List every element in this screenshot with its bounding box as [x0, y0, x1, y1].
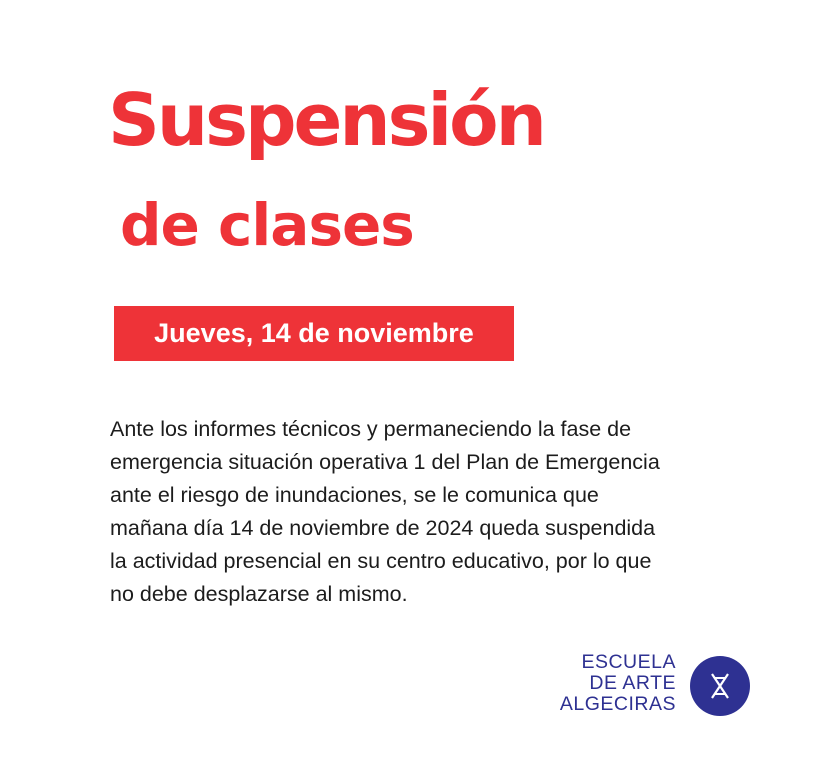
notice-line: mañana día 14 de noviembre de 2024 queda suspendida	[110, 516, 656, 540]
page-title-line-2: de clases	[120, 191, 414, 259]
school-logo-text	[560, 652, 676, 715]
notice-body	[110, 413, 730, 611]
school-logo	[555, 652, 750, 718]
escuela-arte-monogram-icon	[690, 656, 750, 716]
date-badge-label: Jueves, 14 de noviembre	[154, 318, 474, 348]
page-title-line-1: Suspensión	[108, 78, 544, 162]
notice-line: ante el riesgo de inundaciones, se le comunica que	[110, 483, 599, 507]
notice-line: Ante los informes técnicos y permaneciendo la fase de	[110, 417, 632, 441]
notice-line: no debe desplazarse al mismo.	[110, 582, 408, 606]
logo-text-line: ESCUELA	[581, 651, 676, 673]
logo-text-line: DE ARTE	[589, 672, 676, 694]
date-badge	[114, 306, 514, 361]
notice-line: emergencia situación operativa 1 del Plan de Emergencia	[110, 450, 660, 474]
notice-line: la actividad presencial en su centro educativo, por lo que	[110, 549, 652, 573]
logo-text-line: ALGECIRAS	[559, 693, 676, 715]
